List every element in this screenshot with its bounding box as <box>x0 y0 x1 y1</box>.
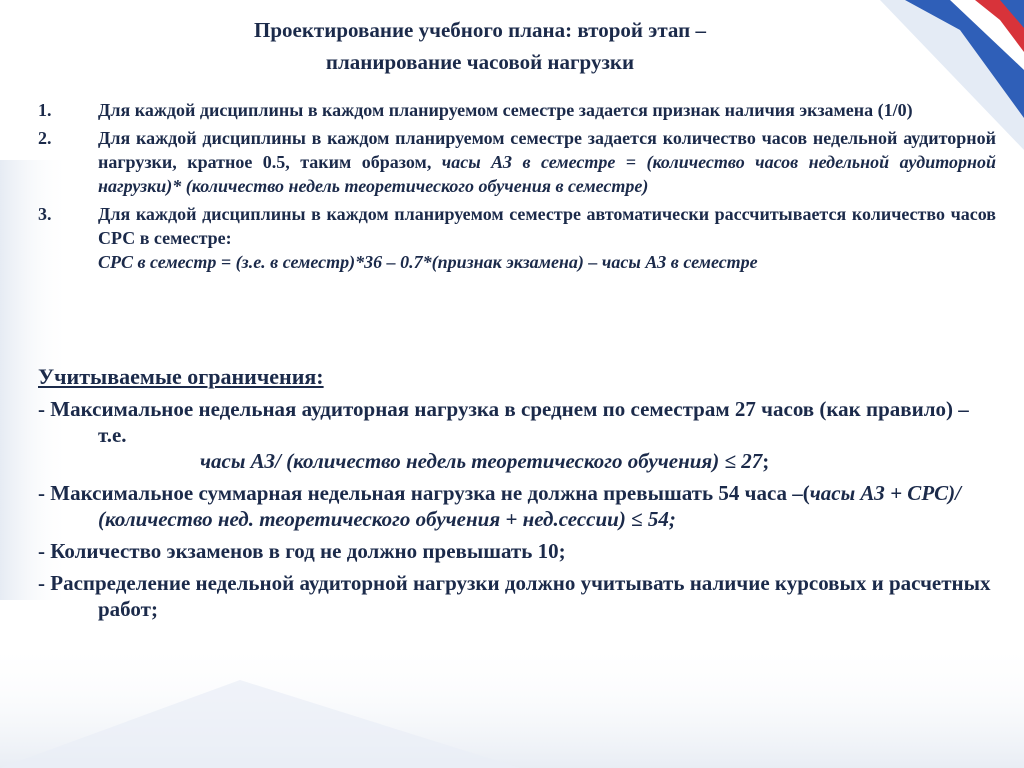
step-text <box>98 126 996 198</box>
constraint-item <box>38 538 998 564</box>
step-item <box>38 202 996 274</box>
steps-list <box>38 98 996 278</box>
constraint-formula <box>98 448 998 474</box>
constraint-formula-text: часы АЗ/ (количество недель теоретического обучения) ≤ 27 <box>200 449 763 473</box>
constraint-text: - Количество экзаменов в год не должно превышать 10; <box>38 539 566 563</box>
constraints-heading: Учитываемые ограничения: <box>38 364 324 389</box>
constraint-formula-tail: ; <box>762 449 770 473</box>
title-line-2: планирование часовой нагрузки <box>325 50 635 74</box>
step-text: Для каждой дисциплины в каждом планируемом семестре задается признак наличия экзамена (1/0) <box>98 100 913 120</box>
constraint-text: - Распределение недельной аудиторной нагрузки должно учитывать наличие курсовых и расчетных работ; <box>38 571 991 621</box>
constraint-text: - Максимальное недельная аудиторная нагрузка в среднем по семестрам 27 часов (как правило) – т.е. <box>38 397 969 447</box>
constraint-item <box>38 396 998 474</box>
constraints-section <box>38 362 998 628</box>
step-formula: часы АЗ в семестре = (количество часов недельной аудиторной нагрузки)* (количество недель теоретического обучения в семестре) <box>98 152 996 196</box>
step-text-plain: Для каждой дисциплины в каждом планируемом семестре задается количество часов недельной аудиторной нагрузки, кратное 0.5, таким образом, <box>98 128 996 172</box>
step-text-plain: Для каждой дисциплины в каждом планируемом семестре автоматически рассчитывается количество часов СРС в семестре: <box>98 204 996 248</box>
step-formula: СРС в семестр = (з.е. в семестр)*36 – 0.7*(признак экзамена) – часы АЗ в семестре <box>98 252 758 272</box>
title-line-1: Проектирование учебного плана: второй этап – <box>254 18 706 42</box>
step-number: 1. <box>38 100 52 120</box>
step-number: 3. <box>38 204 52 224</box>
constraint-text: - Максимальное суммарная недельная нагрузка не должна превышать 54 часа –( <box>38 481 810 505</box>
constraint-item <box>38 570 998 622</box>
constraint-item <box>38 480 998 532</box>
step-number: 2. <box>38 128 52 148</box>
step-text <box>98 202 996 274</box>
constraint-formula: часы АЗ + СРС)/ (количество нед. теоретического обучения + нед.сессии) ≤ 54; <box>98 481 961 531</box>
slide-title <box>120 14 840 78</box>
step-item <box>38 126 996 198</box>
step-item <box>38 98 996 122</box>
